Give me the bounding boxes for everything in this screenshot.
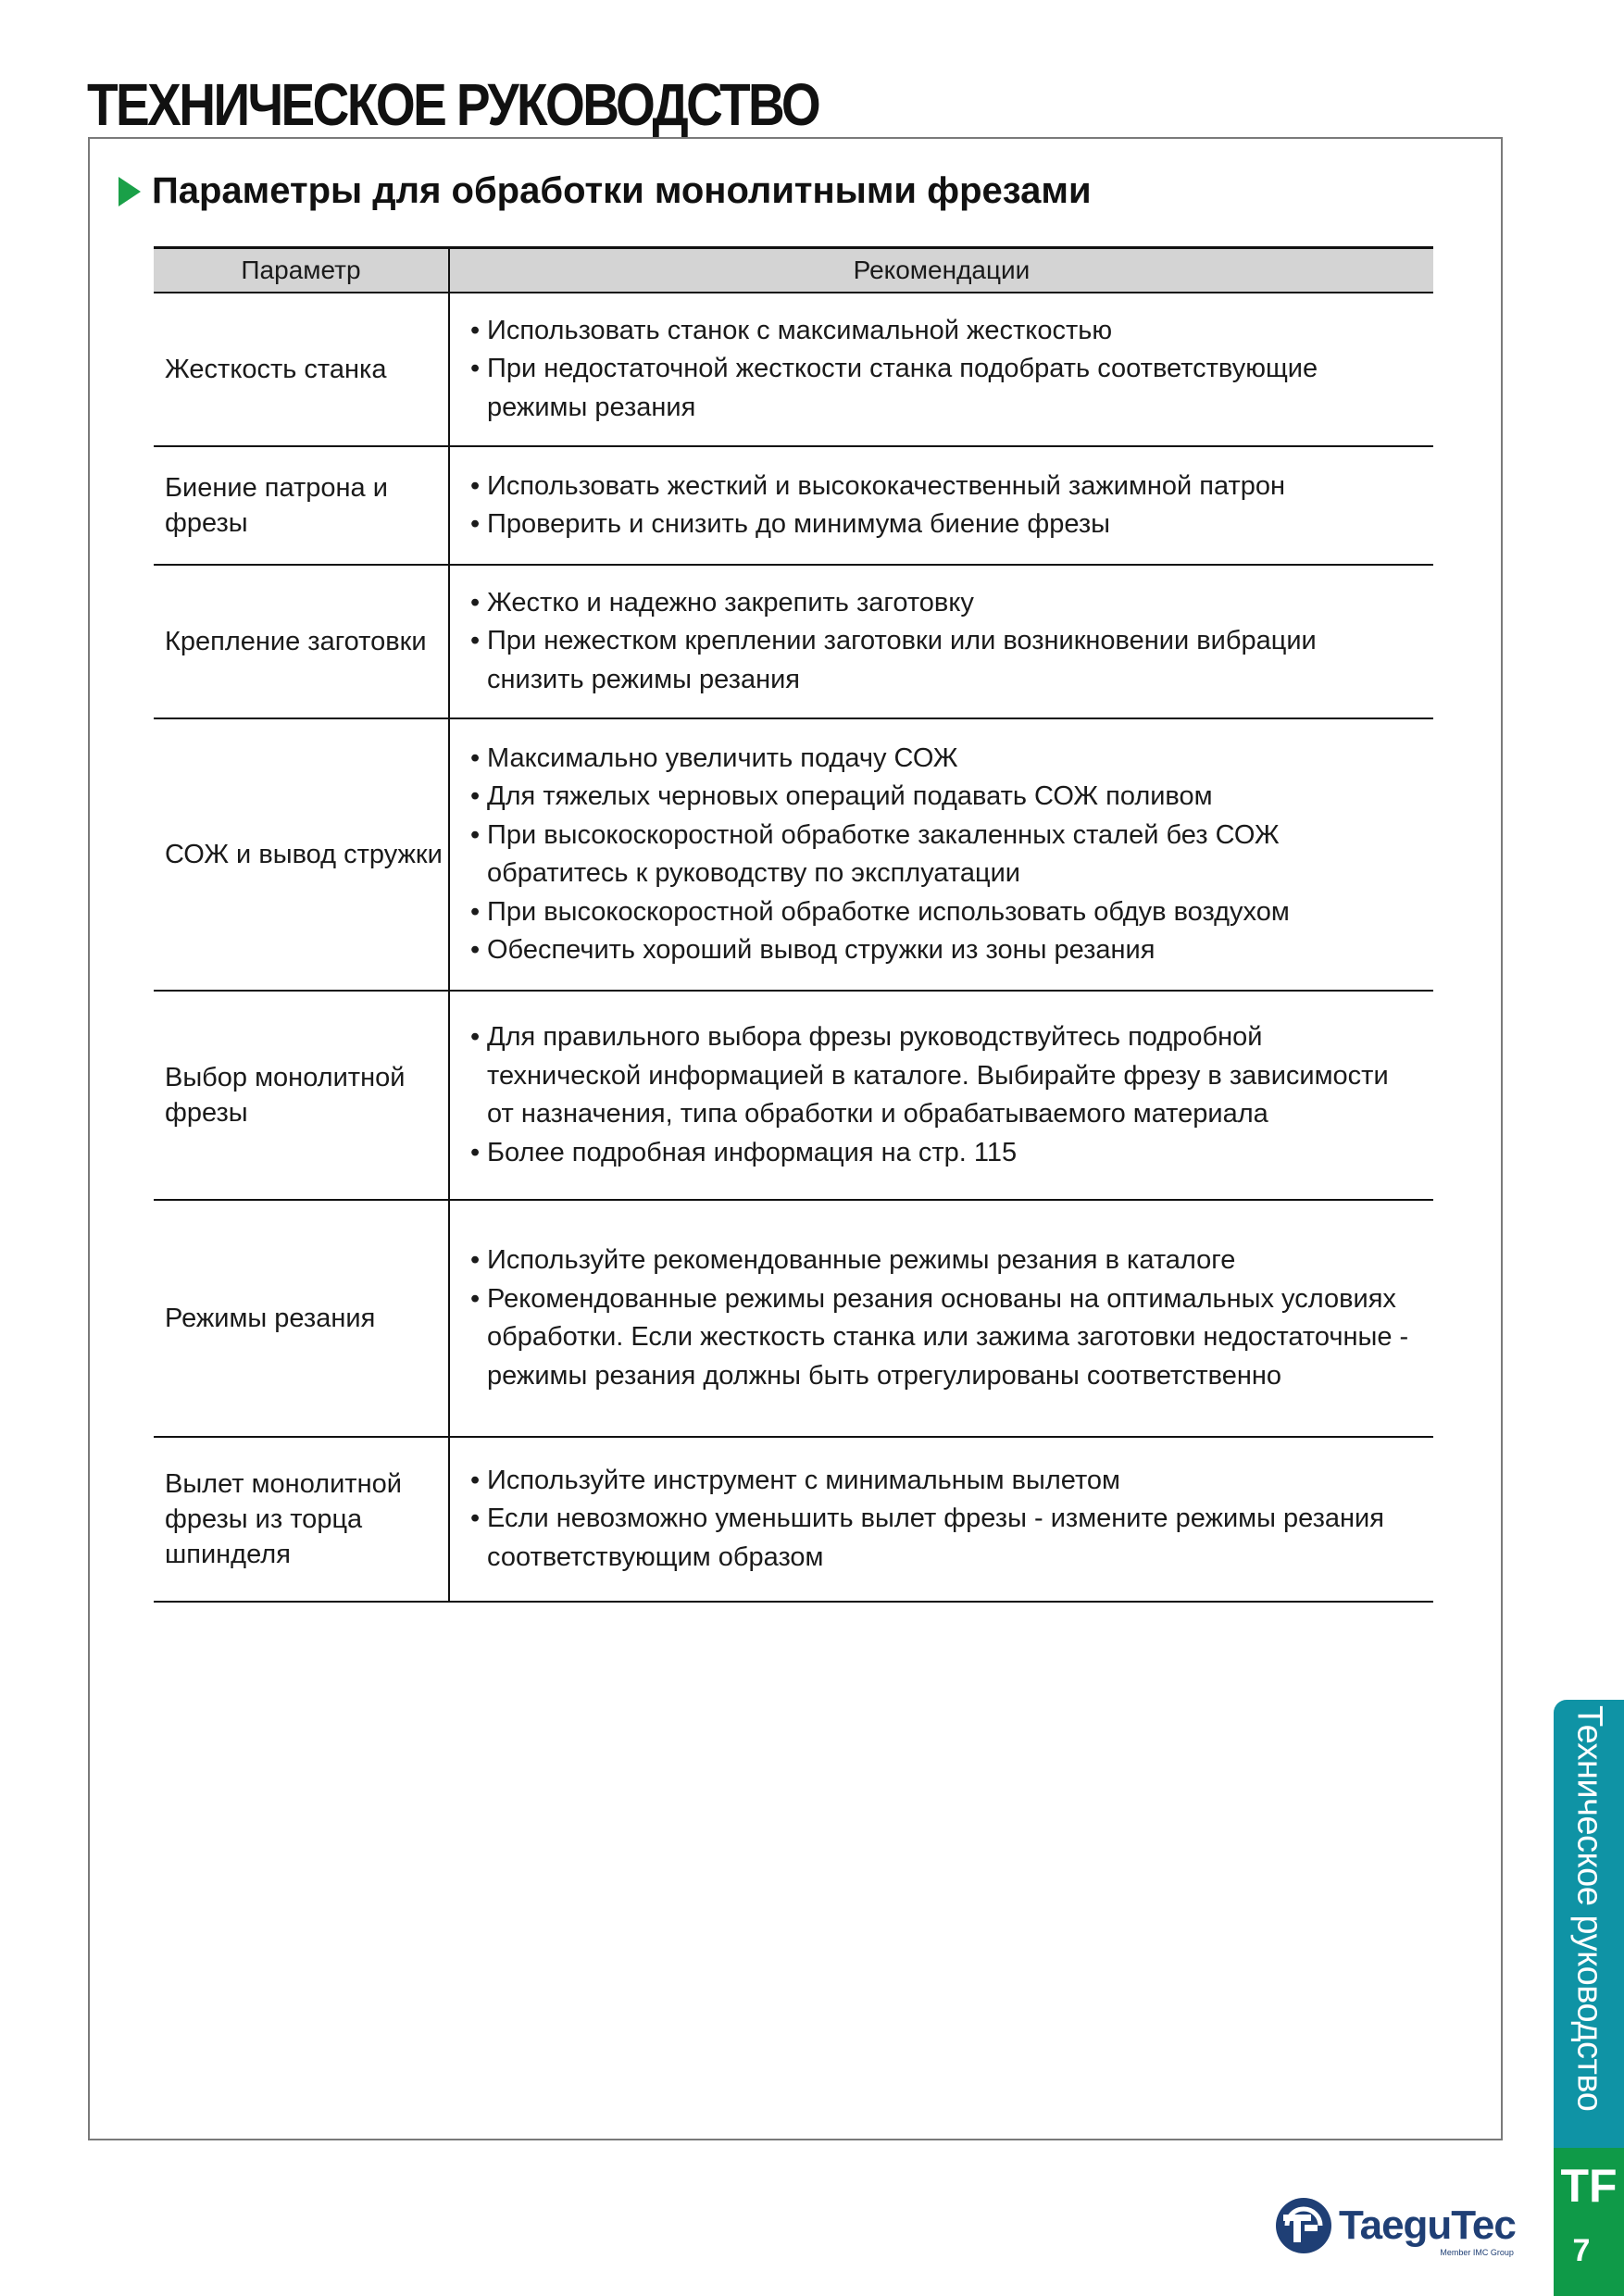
list-item: • При недостаточной жесткости станка подобрать соответствующие режимы резания [470, 350, 1420, 427]
side-tab [1554, 1700, 1624, 2296]
list-item: • При высокоскоростной обработке использовать обдув воздухом [470, 893, 1420, 932]
list-item: • Для правильного выбора фрезы руководствуйтесь подробной технической информацией в каталоге. Выбирайте фрезу в зависимости от назначения, типа обработки и обрабатываемого материала [470, 1018, 1420, 1134]
parameters-table [154, 246, 1433, 1603]
side-tab-label: Техническое руководство [1569, 1705, 1609, 2112]
list-item: • Используйте инструмент с минимальным вылетом [470, 1462, 1420, 1501]
param-cell: Жесткость станка [154, 293, 449, 446]
param-cell: Выбор монолитной фрезы [154, 991, 449, 1200]
column-header-recommendations: Рекомендации [449, 248, 1433, 293]
logo-tagline: Member IMC Group [1440, 2248, 1514, 2257]
param-cell: Режимы резания [154, 1200, 449, 1437]
param-cell: Биение патрона и фрезы [154, 446, 449, 565]
param-cell: СОЖ и вывод стружки [154, 718, 449, 991]
section-title: Параметры для обработки монолитными фрезами [152, 170, 1092, 211]
section-heading [119, 170, 1092, 212]
list-item: • Обеспечить хороший вывод стружки из зоны резания [470, 931, 1420, 970]
table-row [154, 565, 1433, 718]
table-row [154, 1437, 1433, 1602]
logo-brand-text: TaeguTec [1339, 2202, 1516, 2248]
param-cell: Крепление заготовки [154, 565, 449, 718]
logo-wordmark [1339, 2202, 1516, 2257]
page-title: ТЕХНИЧЕСКОЕ РУКОВОДСТВО [87, 71, 819, 138]
brand-logo [1274, 2196, 1516, 2255]
recommendations-cell [449, 718, 1433, 991]
table-row [154, 718, 1433, 991]
list-item: • Если невозможно уменьшить вылет фрезы - измените режимы резания соответствующим образом [470, 1500, 1420, 1577]
recommendations-cell [449, 293, 1433, 446]
list-item: • При нежестком креплении заготовки или возникновении вибрации снизить режимы резания [470, 622, 1420, 699]
side-tab-code: TF [1560, 2160, 1618, 2212]
list-item: • Более подробная информация на стр. 115 [470, 1134, 1420, 1173]
list-item: • Рекомендованные режимы резания основаны на оптимальных условиях обработки. Если жесткость станка или зажима заготовки недостаточные - режимы резания должны быть отрегулированы соответственно [470, 1280, 1420, 1396]
table-row [154, 991, 1433, 1200]
recommendations-cell [449, 1200, 1433, 1437]
list-item: • Максимально увеличить подачу СОЖ [470, 740, 1420, 779]
list-item: • Для тяжелых черновых операций подавать СОЖ поливом [470, 778, 1420, 817]
table-header-row [154, 248, 1433, 293]
column-header-parameter: Параметр [154, 248, 449, 293]
list-item: • Использовать станок с максимальной жесткостью [470, 312, 1420, 351]
list-item: • Использовать жесткий и высококачественный зажимной патрон [470, 468, 1420, 506]
table-row [154, 1200, 1433, 1437]
list-item: • Проверить и снизить до минимума биение фрезы [470, 505, 1420, 544]
recommendations-cell [449, 1437, 1433, 1602]
list-item: • При высокоскоростной обработке закаленных сталей без СОЖ обратитесь к руководству по эксплуатации [470, 817, 1420, 893]
table-row [154, 293, 1433, 446]
table-row [154, 446, 1433, 565]
recommendations-cell [449, 991, 1433, 1200]
taegutec-logo-icon [1274, 2196, 1333, 2255]
recommendations-cell [449, 565, 1433, 718]
param-cell: Вылет монолитной фрезы из торца шпинделя [154, 1437, 449, 1602]
page-number: 7 [1572, 2233, 1591, 2268]
list-item: • Используйте рекомендованные режимы резания в каталоге [470, 1242, 1420, 1280]
triangle-bullet-icon [119, 177, 141, 206]
recommendations-cell [449, 446, 1433, 565]
list-item: • Жестко и надежно закрепить заготовку [470, 584, 1420, 623]
